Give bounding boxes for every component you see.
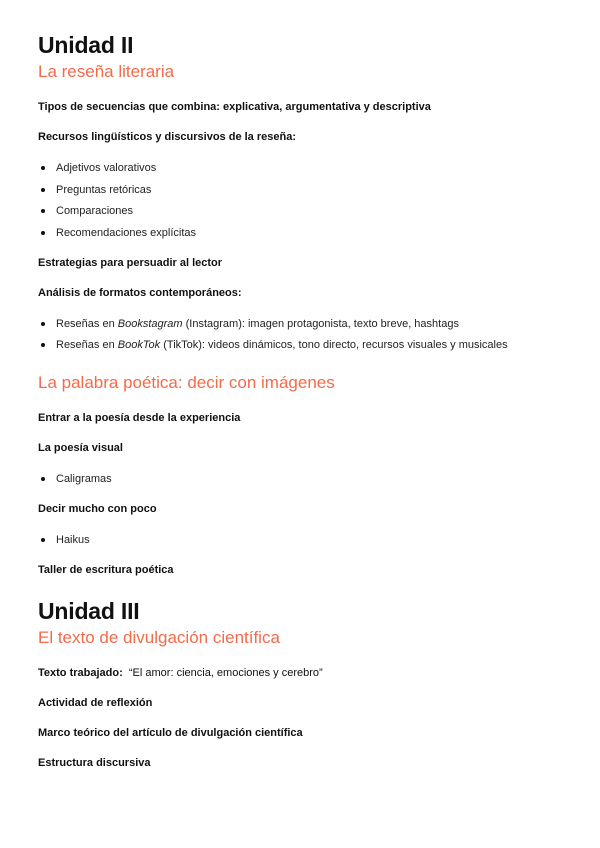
workshop-heading: Taller de escritura poética — [38, 564, 174, 576]
list-item: Recomendaciones explícitas — [38, 226, 562, 240]
resources-list — [38, 161, 562, 240]
text-worked-label: Texto trabajado: — [38, 667, 123, 679]
structure-heading: Estructura discursiva — [38, 757, 151, 769]
list-item: Haikus — [38, 533, 562, 547]
list-item: Preguntas retóricas — [38, 183, 562, 197]
enter-poetry-heading: Entrar a la poesía desde la experiencia — [38, 412, 241, 424]
framework-heading: Marco teórico del artículo de divulgación científica — [38, 727, 303, 739]
sequences-line: Tipos de secuencias que combina: explicativa, argumentativa y descriptiva — [38, 101, 431, 113]
list-item: Caligramas — [38, 472, 562, 486]
strategies-heading: Estrategias para persuadir al lector — [38, 256, 223, 269]
science-section-title: El texto de divulgación científica — [38, 628, 280, 647]
platform-name: Bookstagram — [117, 317, 183, 330]
list-item-bookstagram: Reseñas en Bookstagram (Instagram): imagen protagonista, texto breve, hashtags — [38, 317, 562, 331]
unit-3-title: Unidad III — [38, 598, 140, 624]
text-worked-line — [38, 666, 562, 680]
list-item: Adjetivos valorativos — [38, 161, 562, 175]
unit-2-title: Unidad II — [38, 32, 134, 58]
poetry-section-title: La palabra poética: decir con imágenes — [38, 373, 335, 392]
haiku-list — [38, 533, 562, 547]
resources-heading: Recursos lingüísticos y discursivos de la reseña: — [38, 131, 296, 143]
formats-list — [38, 317, 562, 353]
platform-name: BookTok — [117, 339, 161, 351]
visual-poetry-list — [38, 472, 562, 486]
formats-heading: Análisis de formatos contemporáneos: — [38, 286, 242, 299]
list-item: Comparaciones — [38, 204, 562, 218]
much-with-little-heading: Decir mucho con poco — [38, 503, 157, 515]
list-item-booktok: Reseñas en BookTok (TikTok): videos dinámicos, tono directo, recursos visuales y musicales — [38, 338, 562, 352]
visual-poetry-heading: La poesía visual — [38, 442, 123, 454]
activity-heading: Actividad de reflexión — [38, 697, 153, 709]
review-section-title: La reseña literaria — [38, 62, 175, 81]
text-worked-value: “El amor: ciencia, emociones y cerebro” — [128, 667, 323, 679]
